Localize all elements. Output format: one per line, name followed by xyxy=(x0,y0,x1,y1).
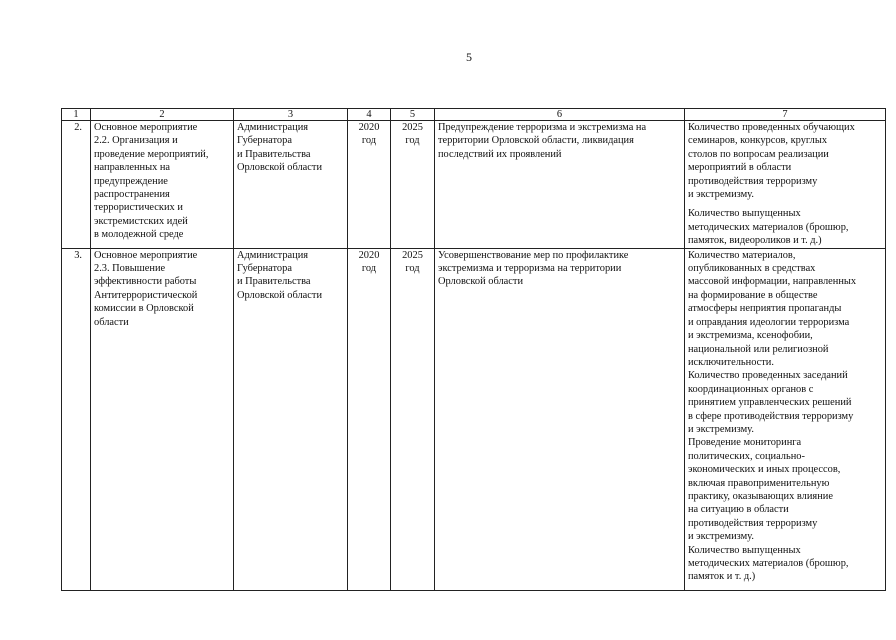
table-row xyxy=(62,121,886,249)
indicator-block: Количество выпущенных методических материалов (брошюр, памяток и т. д.) xyxy=(688,544,849,583)
header-cell: 5 xyxy=(391,109,435,121)
header-cell: 7 xyxy=(685,109,886,121)
indicator-block: Количество проведенных заседаний координационных органов с принятием управленческих решений в сфере противодействия терроризму и экстремизму. xyxy=(688,370,854,435)
header-cell: 1 xyxy=(62,109,91,121)
executor-cell: Администрация Губернатора и Правительства Орловской области xyxy=(234,121,348,249)
event-cell: Основное мероприятие 2.2. Организация и проведение мероприятий, направленных на предупреждение распространения террористических и экстремистских идей в молодежной среде xyxy=(91,121,234,249)
expected-result-cell: Усовершенствование мер по профилактике экстремизма и терроризма на территории Орловской области xyxy=(435,248,685,590)
header-cell: 6 xyxy=(435,109,685,121)
expected-result-cell: Предупреждение терроризма и экстремизма на территории Орловской области, ликвидация последствий их проявлений xyxy=(435,121,685,249)
executor-cell: Администрация Губернатора и Правительства Орловской области xyxy=(234,248,348,590)
table-row xyxy=(62,248,886,590)
header-cell: 2 xyxy=(91,109,234,121)
indicators-cell xyxy=(685,248,886,590)
end-year-cell: 2025 год xyxy=(391,248,435,590)
indicator-block: Количество выпущенных методических материалов (брошюр, памяток, видеороликов и т. д.) xyxy=(688,208,849,247)
program-table xyxy=(61,108,886,591)
row-number: 2. xyxy=(62,121,91,249)
row-number: 3. xyxy=(62,248,91,590)
start-year-cell: 2020 год xyxy=(348,121,391,249)
indicators-cell xyxy=(685,121,886,249)
indicator-block: Количество проведенных обучающих семинаров, конкурсов, круглых столов по вопросам реализации мероприятий в области противодействия терроризму и экстремизму. xyxy=(688,122,855,201)
end-year-cell: 2025 год xyxy=(391,121,435,249)
header-row xyxy=(62,109,886,121)
start-year-cell: 2020 год xyxy=(348,248,391,590)
header-cell: 4 xyxy=(348,109,391,121)
event-cell: Основное мероприятие 2.3. Повышение эффективности работы Антитеррористической комиссии в Орловской области xyxy=(91,248,234,590)
indicator-block: Проведение мониторинга политических, социально- экономических и иных процессов, включая правоприменительную практику, оказывающих влияние на ситуацию в области противодействия терроризму и экстремизму. xyxy=(688,437,841,543)
header-cell: 3 xyxy=(234,109,348,121)
page-number: 5 xyxy=(466,50,472,64)
indicator-block: Количество материалов, опубликованных в средствах массовой информации, направленных на формирование в обществе атмосферы неприятия пропаганды и оправдания идеологии терроризма и экстремизма, ксенофобии, национальной или религиозной исключительности. xyxy=(688,249,857,368)
